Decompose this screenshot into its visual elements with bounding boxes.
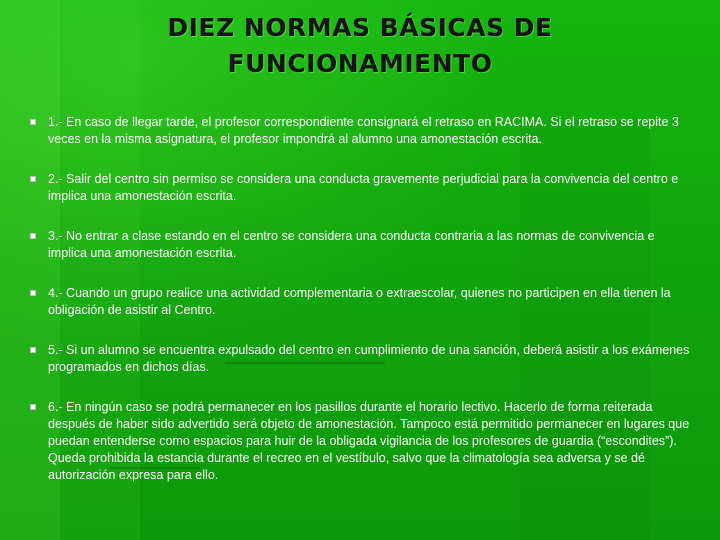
rule-item (30, 171, 692, 205)
square-bullet-icon (30, 290, 36, 296)
rule-item (30, 114, 692, 148)
rules-list (30, 114, 692, 484)
title-line-1: DIEZ NORMAS BÁSICAS DE (167, 13, 553, 42)
rule-text: 6.- En ningún caso se podrá permanecer en los pasillos durante el horario lectivo. Hacerlo de forma reiterada después de haber sido advertido será objeto de amonestación. Tampoco está permitido permanecer en lugares que puedan entenderse como espacios para huir de la obligada vigilancia de los profesores de guardia (“escondites”). Queda prohibida la estancia durante el recreo en el vestíbulo, salvo que la climatología sea adversa y se dé autorización expresa para ello. (48, 400, 690, 482)
square-bullet-icon (30, 176, 36, 182)
rule-item (30, 228, 692, 262)
title-line-2: FUNCIONAMIENTO (227, 49, 493, 78)
rule-item (30, 342, 692, 376)
square-bullet-icon (30, 347, 36, 353)
square-bullet-icon (30, 119, 36, 125)
slide-title (90, 10, 630, 82)
rule-item (30, 399, 692, 484)
rule-text: 2.- Salir del centro sin permiso se considera una conducta gravemente perjudicial para la convivencia del centro e implica una amonestación escrita. (48, 172, 679, 203)
rule-text: 5.- Si un alumno se encuentra expulsado del centro en cumplimiento de una sanción, deberá asistir a los exámenes programados en dichos días. (48, 343, 690, 374)
rule-text: 3.- No entrar a clase estando en el centro se considera una conducta contraria a las normas de convivencia e implica una amonestación escrita. (48, 229, 655, 260)
rule-item (30, 285, 692, 319)
square-bullet-icon (30, 404, 36, 410)
rule-text: 4.- Cuando un grupo realice una actividad complementaria o extraescolar, quienes no participen en ella tienen la obligación de asistir al Centro. (48, 286, 671, 317)
square-bullet-icon (30, 233, 36, 239)
rule-text: 1.- En caso de llegar tarde, el profesor correspondiente consignará el retraso en RACIMA. Si el retraso se repite 3 veces en la misma asignatura, el profesor impondrá al alumno una amonestación escrita. (48, 115, 679, 146)
